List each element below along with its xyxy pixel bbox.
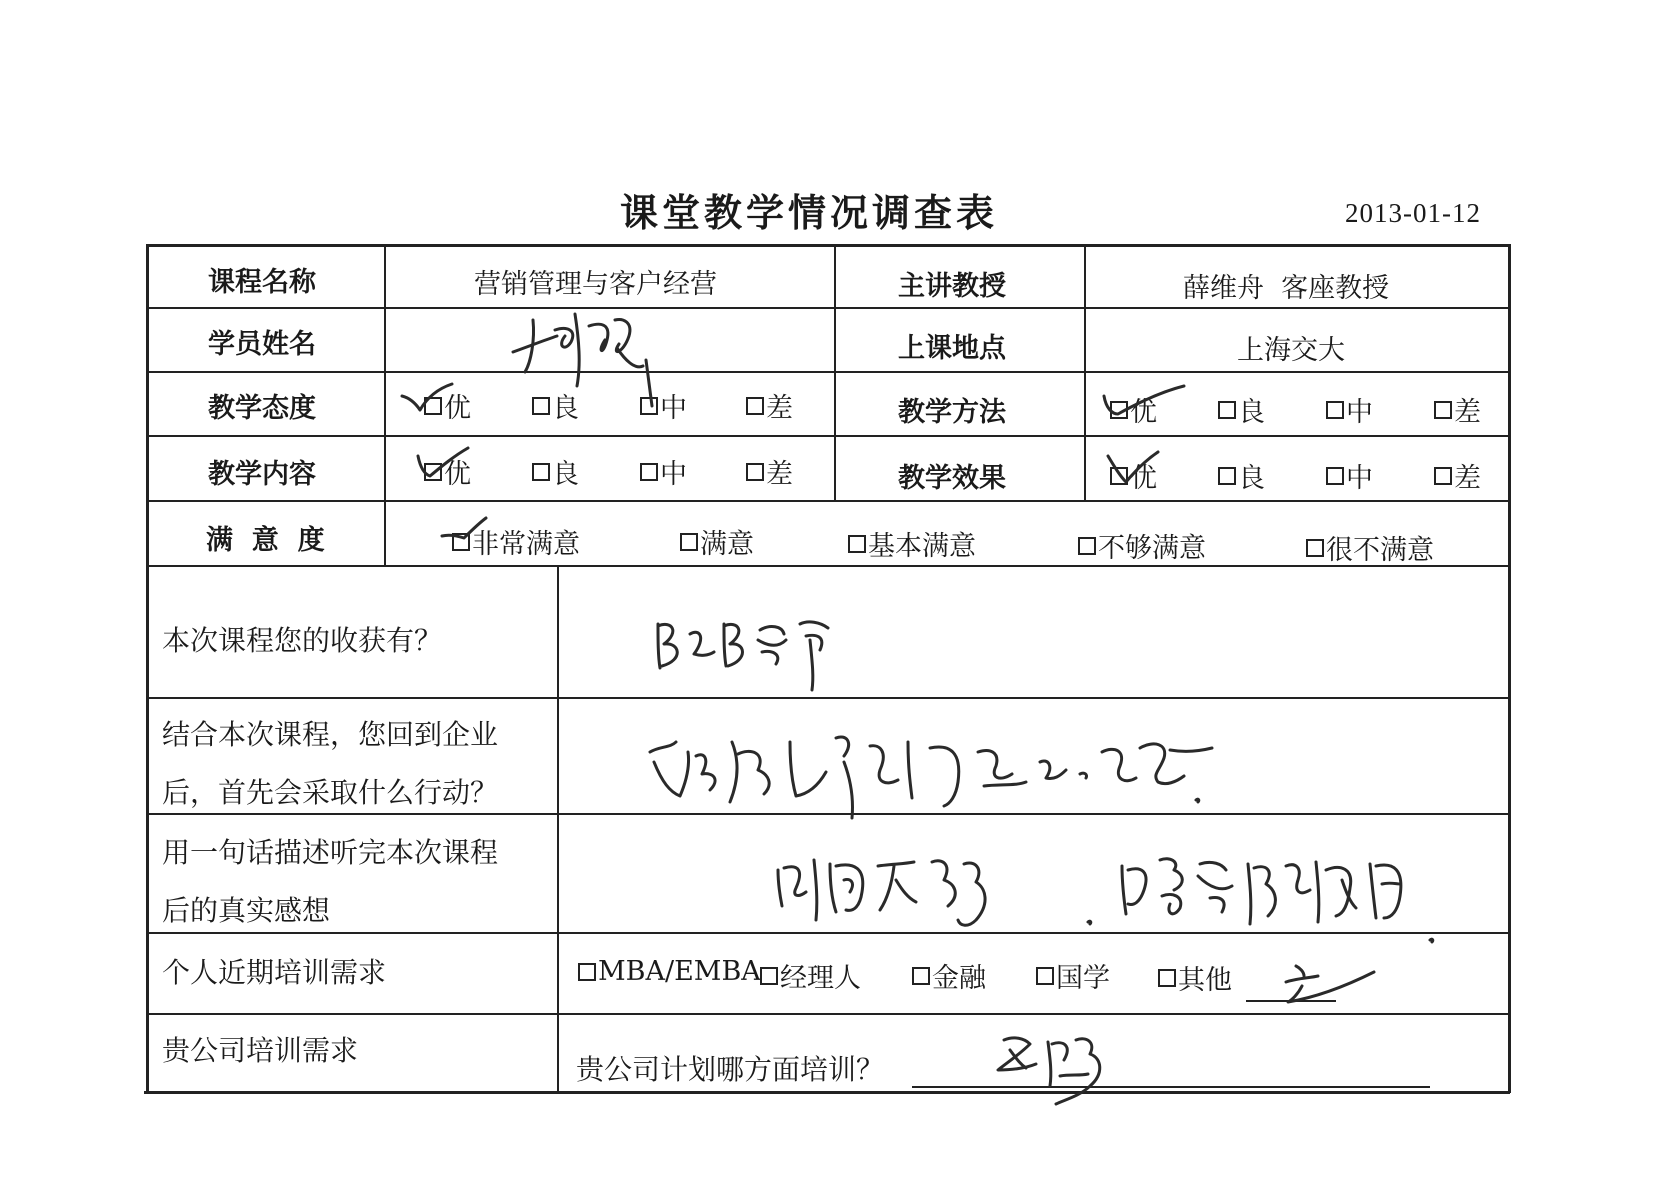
feeling-question-label-line1: 用一句话描述听完本次课程: [162, 836, 499, 869]
checkbox[interactable]: [1306, 539, 1324, 557]
training-option-chinese-studies[interactable]: 国学: [1036, 956, 1110, 995]
teaching-attitude-label: 教学态度: [208, 393, 316, 424]
col-divider: [557, 565, 559, 1092]
attitude-extra-mark: [638, 356, 678, 416]
satisfaction-option-very-satisfied[interactable]: 非常满意: [452, 522, 580, 561]
row-divider: [148, 371, 1510, 373]
attitude-option-good[interactable]: 良: [532, 386, 579, 425]
content-option-average[interactable]: 中: [640, 452, 687, 491]
checkbox[interactable]: [1078, 537, 1096, 555]
training-option-mba[interactable]: MBA/EMBA: [578, 956, 761, 987]
checkbox[interactable]: [1218, 401, 1236, 419]
table-border-top: [148, 244, 1510, 247]
checkbox[interactable]: [760, 967, 778, 985]
form-date: 2013-01-12: [1345, 198, 1481, 228]
gains-handwritten-answer: [650, 610, 860, 700]
company-needs-handwritten-answer: [990, 1030, 1150, 1110]
col-divider: [834, 244, 836, 502]
checkbox[interactable]: [746, 397, 764, 415]
content-check-mark: [414, 446, 474, 486]
checkbox[interactable]: [1326, 467, 1344, 485]
teaching-method-label: 教学方法: [898, 397, 1006, 428]
row-divider: [148, 435, 1510, 437]
checkbox[interactable]: [532, 463, 550, 481]
effect-option-good[interactable]: 良: [1218, 456, 1265, 495]
content-option-poor[interactable]: 差: [746, 452, 793, 491]
checkbox[interactable]: [532, 397, 550, 415]
attitude-option-excellent[interactable]: 优: [424, 386, 471, 425]
checkbox[interactable]: [912, 967, 930, 985]
company-needs-label: 贵公司培训需求: [162, 1034, 359, 1067]
teaching-effect-label: 教学效果: [898, 463, 1006, 494]
attitude-option-poor[interactable]: 差: [746, 386, 793, 425]
table-border-bottom: [144, 1091, 1510, 1094]
method-check-mark: [1100, 384, 1190, 424]
form-title: 课堂教学情况调查表: [620, 191, 999, 235]
checkbox[interactable]: [848, 535, 866, 553]
training-needs-label: 个人近期培训需求: [162, 956, 387, 989]
attitude-check-mark: [398, 380, 458, 420]
training-option-other[interactable]: 其他: [1158, 958, 1232, 997]
attitude-option-average[interactable]: 中: [640, 386, 687, 425]
professor-value: 薛维舟 客座教授: [1183, 273, 1390, 304]
content-option-good[interactable]: 良: [532, 452, 579, 491]
method-option-average[interactable]: 中: [1326, 390, 1373, 429]
action-question-label-line2: 后，首先会采取什么行动？: [162, 776, 499, 809]
method-option-excellent[interactable]: 优: [1110, 390, 1157, 429]
course-name-label: 课程名称: [208, 267, 316, 298]
checkbox[interactable]: [746, 463, 764, 481]
satisfaction-option-basic[interactable]: 基本满意: [848, 524, 976, 563]
satisfaction-option-very-unsatisfied[interactable]: 很不满意: [1306, 528, 1434, 567]
row-divider: [146, 1013, 1510, 1015]
location-label: 上课地点: [898, 333, 1006, 364]
col-divider: [384, 244, 386, 566]
checkbox[interactable]: [1036, 967, 1054, 985]
col-divider: [1084, 244, 1086, 502]
checkbox[interactable]: [1218, 467, 1236, 485]
feeling-handwritten-answer: [770, 840, 1470, 970]
row-divider: [148, 500, 1510, 502]
method-option-poor[interactable]: 差: [1434, 390, 1481, 429]
effect-option-poor[interactable]: 差: [1434, 456, 1481, 495]
satisfaction-label: 满 意 度: [206, 525, 325, 556]
checkbox[interactable]: [640, 463, 658, 481]
action-question-label-line1: 结合本次课程，您回到企业: [162, 718, 499, 751]
row-divider: [148, 307, 1510, 309]
satisfaction-option-satisfied[interactable]: 满意: [680, 522, 754, 561]
effect-option-average[interactable]: 中: [1326, 456, 1373, 495]
checkbox[interactable]: [1158, 969, 1176, 987]
gains-question-label: 本次课程您的收获有？: [162, 624, 443, 657]
action-handwritten-answer: [640, 722, 1240, 842]
method-option-good[interactable]: 良: [1218, 390, 1265, 429]
student-name-label: 学员姓名: [208, 329, 316, 360]
location-value: 上海交大: [1237, 335, 1345, 366]
training-option-finance[interactable]: 金融: [912, 956, 986, 995]
professor-label: 主讲教授: [898, 271, 1006, 302]
satisfaction-check-mark: [438, 514, 498, 554]
feeling-question-label-line2: 后的真实感想: [162, 894, 331, 927]
training-option-manager[interactable]: 经理人: [760, 956, 861, 995]
checkbox[interactable]: [578, 963, 596, 981]
checkbox[interactable]: [1326, 401, 1344, 419]
company-needs-question: 贵公司计划哪方面培训？: [576, 1053, 885, 1086]
checkbox[interactable]: [1434, 401, 1452, 419]
course-name-value: 营销管理与客户经营: [474, 269, 717, 300]
checkbox[interactable]: [1434, 467, 1452, 485]
effect-check-mark: [1104, 448, 1164, 492]
teaching-content-label: 教学内容: [208, 459, 316, 490]
effect-option-excellent[interactable]: 优: [1110, 456, 1157, 495]
other-handwritten-answer: [1282, 960, 1382, 1010]
content-option-excellent[interactable]: 优: [424, 452, 471, 491]
checkbox[interactable]: [680, 533, 698, 551]
satisfaction-option-not-enough[interactable]: 不够满意: [1078, 526, 1206, 565]
